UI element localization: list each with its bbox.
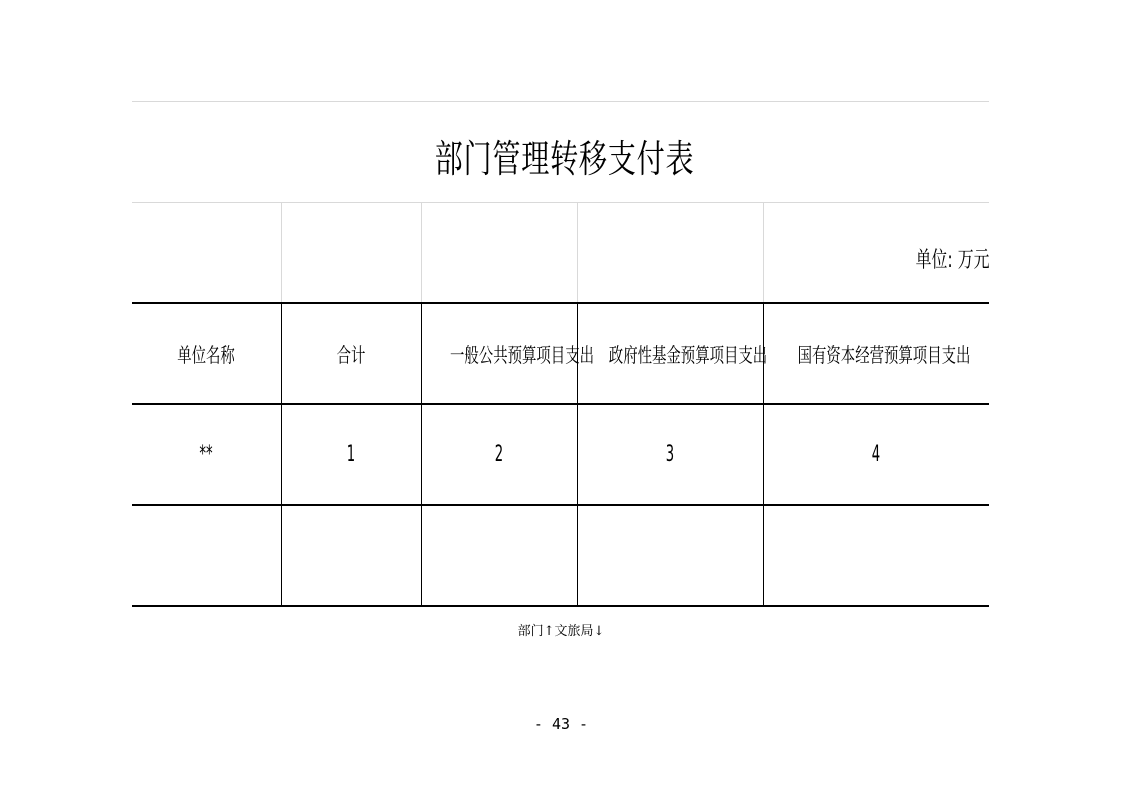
unit-row (132, 203, 989, 303)
index-cell (132, 404, 281, 505)
unit-row-cell (281, 203, 421, 303)
index-value: ** (199, 442, 213, 467)
table-cell (577, 505, 763, 606)
header-gov-fund-budget: 政府性基金预算项目支出 (608, 343, 767, 367)
header-general-budget: 一般公共预算项目支出 (449, 343, 594, 367)
unit-row-cell (421, 203, 577, 303)
index-value: 3 (665, 442, 675, 467)
header-cell (132, 303, 281, 404)
header-unit-name: 单位名称 (177, 343, 236, 367)
header-total: 合计 (336, 343, 366, 367)
table-cell (763, 505, 989, 606)
unit-row-cell (763, 203, 989, 303)
index-value: 1 (346, 442, 356, 467)
title-row (132, 101, 989, 203)
unit-row-cell (132, 203, 281, 303)
index-cell (281, 404, 421, 505)
department-note: 部门↑文旅局↓ (517, 624, 605, 639)
index-value: 4 (872, 442, 881, 467)
index-cell (421, 404, 577, 505)
table-title: 部门管理转移支付表 (434, 136, 695, 181)
unit-row-cell (577, 203, 763, 303)
table-cell (132, 505, 281, 606)
table-cell (421, 505, 577, 606)
header-cell (421, 303, 594, 404)
index-row (132, 404, 989, 505)
index-value: 2 (494, 442, 504, 467)
header-state-capital-budget: 国有资本经营预算项目支出 (797, 343, 970, 367)
table-cell (281, 505, 421, 606)
header-row (132, 303, 989, 404)
page-number: - 43 - (533, 715, 589, 733)
table-row (132, 505, 989, 606)
index-cell (577, 404, 763, 505)
index-cell (763, 404, 989, 505)
unit-label: 单位: 万元 (915, 248, 989, 273)
header-cell (763, 303, 989, 404)
transfer-payment-table (132, 203, 989, 607)
transfer-payment-table-sheet (132, 101, 989, 607)
header-cell (281, 303, 421, 404)
header-cell (577, 303, 767, 404)
